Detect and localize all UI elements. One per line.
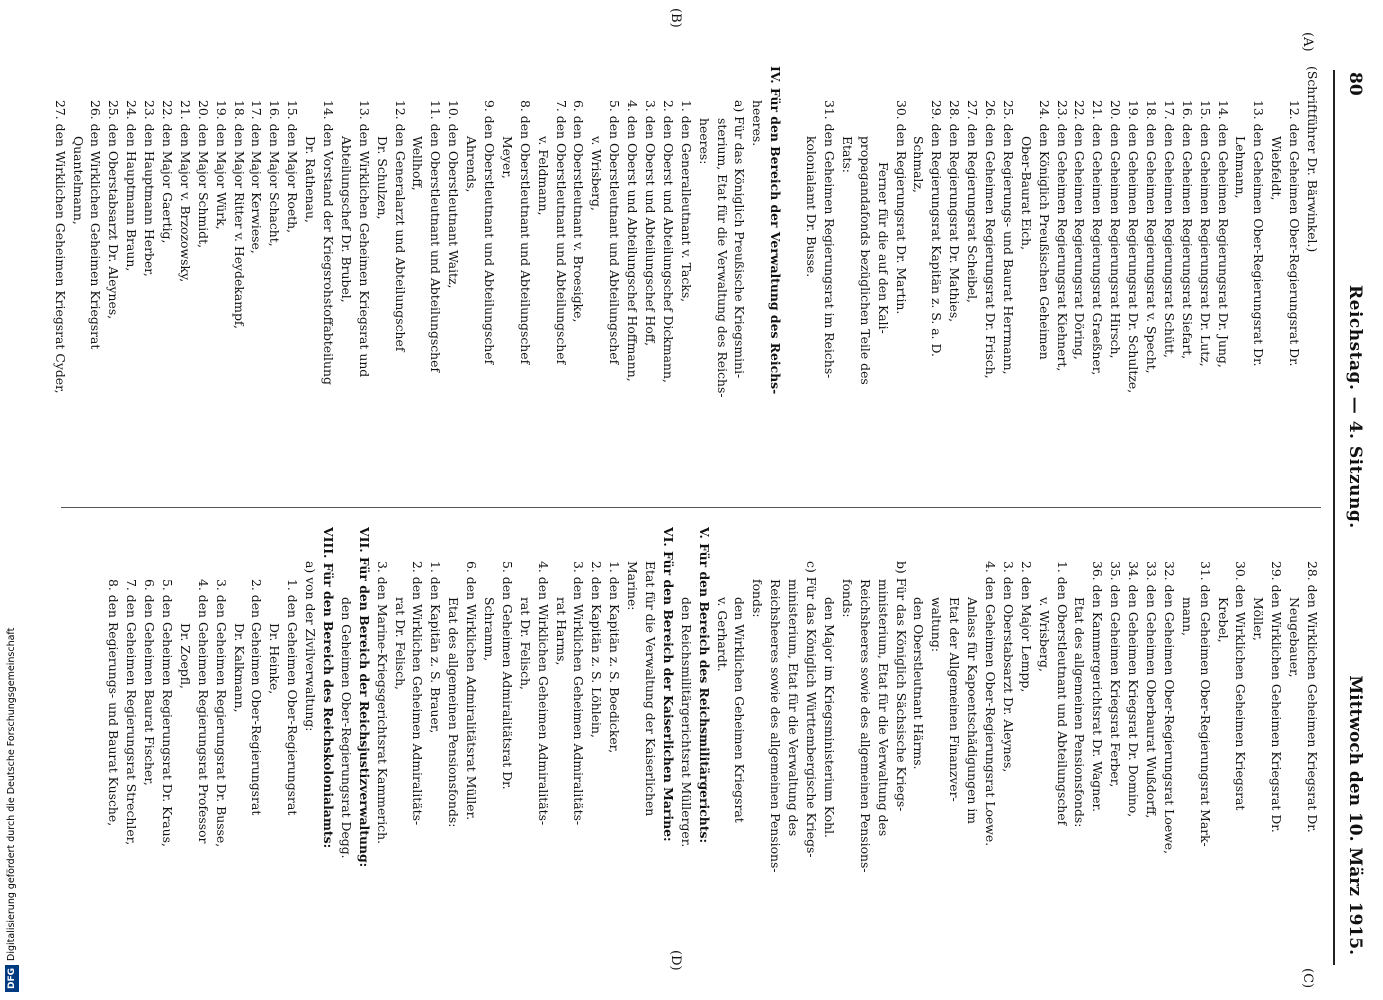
text-line: 1. den Generalleutnant v. Tacks, [678, 100, 694, 303]
page-number: 80 [1345, 72, 1365, 96]
text-line: 30. den Regierungsrat Dr. Martin. [893, 100, 909, 315]
text-line: 7. den Oberstleutnant und Abteilungschef [553, 100, 569, 365]
text-line: 20. den Major Schmidt, [195, 100, 211, 249]
text-line: 5. den Geheimen Admiralitätsrat Dr. [499, 561, 515, 790]
text-line: 3. den Geheimen Regierungsrat Dr. Busse, [213, 579, 229, 848]
header-rule [1333, 70, 1335, 965]
text-line: Krebel, [1215, 597, 1231, 643]
text-line: 31. den Geheimen Ober-Regierungsrat Mark- [1197, 561, 1213, 847]
text-line: Neugebauer, [1287, 597, 1303, 678]
text-line: Etat für die Verwaltung der Kaiserlichen [643, 561, 659, 817]
text-line: Schramm, [482, 597, 498, 662]
text-line: VIII. Für den Bereich des Reichskolonialamts: [321, 527, 337, 849]
margin-marker-d: (D) [668, 950, 683, 971]
dfg-logo: DFG [5, 965, 19, 992]
text-line: Etats: [839, 136, 855, 173]
funding-text: Digitalisierung gefördert durch die Deutsche Forschungsgemeinschaft [6, 627, 17, 961]
text-line: 2. den Oberst und Abteilungschef Dickmann, [660, 100, 676, 383]
text-line: Abteilungschef Dr. Brubel, [338, 136, 354, 303]
text-line: kolonialamt Dr. Busse. [804, 136, 820, 278]
text-line: 3. den Oberst und Abteilungschef Hoff, [643, 100, 659, 347]
text-line: heeres. [750, 100, 766, 147]
text-line: 8. den Oberstleutnant und Abteilungschef [517, 100, 533, 365]
text-line: 16. den Geheimen Regierungsrat Siefart, [1179, 100, 1195, 360]
text-line: 10. den Oberstleutnant Waitz, [446, 100, 462, 289]
text-line: 14. den Geheimen Regierungsrat Dr. Jung, [1215, 100, 1231, 368]
page-header [1337, 40, 1365, 960]
text-line: 13. den Wirklichen Geheimen Kriegsrat und [356, 100, 372, 378]
text-line: 29. den Regierungsrat Kapitän z. S. a. D. [929, 100, 945, 357]
text-line: 18. den Major Ritter v. Heydekampf, [231, 100, 247, 329]
text-line: 25. den Oberstabsarzt Dr. Aleynes, [106, 100, 122, 320]
text-line: 21. den Major v. Brzozowsky, [177, 100, 193, 283]
text-line: Ferner für die auf den Kali- [875, 162, 891, 334]
text-line: 4. den Oberst und Abteilungschef Hoffmann, [625, 100, 641, 382]
text-line: v. Wrisberg, [589, 136, 605, 211]
margin-marker-a: (A) [1300, 32, 1315, 52]
text-line: heeres: [696, 118, 712, 165]
text-line: VII. Für den Bereich der Reichsjustizverwaltung: [356, 527, 372, 868]
text-line: 6. den Wirklichen Admiralitätsrat Müller. [464, 561, 480, 821]
text-line: 26. den Geheimen Regierungsrat Dr. Frisch, [982, 100, 998, 379]
text-line: v. Wrisberg, [1036, 597, 1052, 672]
text-line: 3. den Oberstabsarzt Dr. Aleynes, [1000, 561, 1016, 773]
text-line: ministerium, Etat für die Verwaltung des [786, 579, 802, 837]
text-line: 4. den Wirklichen Geheimen Admiralitäts- [535, 561, 551, 826]
text-line: 20. den Geheimen Regierungsrat Hirsch, [1108, 100, 1124, 359]
text-line: 16. den Major Schacht, [267, 100, 283, 247]
text-line: ministerium, Etat für die Verwaltung des [875, 579, 891, 837]
text-line: den Wirklichen Geheimen Kriegsrat [732, 597, 748, 823]
text-line: den Major im Kriegsministerium Kohl. [821, 597, 837, 838]
text-line: Dr. Schulzen, [374, 136, 390, 220]
text-line: 24. den Königlich Preußischen Geheimen [1036, 100, 1052, 360]
text-line: 15. den Geheimen Regierungsrat Dr. Lutz, [1197, 100, 1213, 367]
text-line: 1. den Oberstleutnant und Abteilungschef [1054, 561, 1070, 826]
text-line: 5. den Geheimen Regierungsrat Dr. Kraus, [160, 579, 175, 847]
text-line: Wellhoff, [410, 136, 426, 191]
text-line: Möller, [1251, 597, 1267, 641]
margin-marker-b: (B) [668, 8, 683, 28]
text-line: 17. den Geheimen Regierungsrat Schütt, [1161, 100, 1177, 358]
text-line: 28. den Regierungsrat Dr. Mathies, [947, 100, 963, 323]
text-line: 3. den Wirklichen Geheimen Admiralitäts- [571, 561, 587, 826]
text-line: Lehmann, [1233, 136, 1249, 199]
text-line: propagandafonds bezüglichen Teile des [857, 136, 873, 385]
text-line: den Geheimen Ober-Regierungsrat Degg. [338, 597, 354, 859]
text-line: 6. den Oberstleutnant v. Broesigke, [571, 100, 587, 323]
text-line: 4. den Geheimen Regierungsrat Professor [195, 579, 211, 844]
column-divider [61, 507, 1321, 508]
text-line: b) Für das Königlich Sächsische Kriegs- [893, 561, 909, 812]
text-line: 8. den Regierungs- und Baurat Kusche, [106, 579, 122, 827]
text-line: 17. den Major Kerwiese, [249, 100, 265, 254]
right-column [104, 527, 1321, 955]
left-column [51, 66, 1321, 494]
text-line: 12. den Geheimen Ober-Regierungsrat Dr. [1287, 100, 1303, 367]
text-line: fonds: [839, 579, 855, 618]
text-line: 27. den Wirklichen Geheimen Kriegsrat Cyder, [52, 100, 68, 394]
text-line: 2. den Major Lempp, [1018, 561, 1034, 693]
text-line: Dr. Kalkmann, [231, 623, 247, 713]
text-line: 35. den Geheimen Kriegsrat Ferber, [1108, 561, 1124, 788]
text-line: Dr. Zoepfl, [177, 623, 193, 689]
text-line: 15. den Major Roeth, [285, 100, 301, 234]
text-line: 18. den Geheimen Regierungsrat v. Specht, [1143, 100, 1159, 374]
text-line: 5. den Oberstleutnant und Abteilungschef [607, 100, 623, 365]
text-line: Reichsheeres sowie des allgemeinen Pensions- [768, 579, 784, 873]
text-line: 28. den Wirklichen Geheimen Kriegsrat Dr. [1305, 561, 1320, 833]
text-line: rat Harms, [553, 597, 569, 666]
text-line: Dr. Rathenau, [303, 136, 319, 223]
text-line: den Reichsmilitärgerichtsrat Müllerger. [678, 597, 694, 848]
text-line [784, 66, 802, 494]
text-line: 1. den Kapitän z. S. Brauer, [428, 561, 444, 734]
text-line: 3. den Marine-Kriegsgerichtsrat Kammerich. [374, 561, 390, 845]
text-line: c) Für das Königlich Württembergische Kriegs- [804, 561, 820, 858]
text-line: 14. den Vorstand der Kriegsrohstoffabteilung [321, 100, 337, 385]
text-line: 30. den Wirklichen Geheimen Kriegsrat [1233, 561, 1249, 811]
text-line: 26. den Wirklichen Geheimen Kriegsrat [88, 100, 104, 350]
text-line: 13. den Geheimen Ober-Regierungsrat Dr. [1251, 100, 1267, 367]
text-line: 9. den Oberstleutnant und Abteilungschef [482, 100, 498, 365]
text-line: 2. den Wirklichen Geheimen Admiralitäts- [410, 561, 426, 826]
text-line: 22. den Major Gaertig, [160, 100, 175, 244]
text-line: rat Dr. Felisch, [392, 597, 408, 690]
text-line: Quantelmann, [70, 136, 86, 225]
text-line: v. Feldmann, [535, 136, 551, 216]
text-line: Etat des allgemeinen Pensionsfonds: [1072, 597, 1088, 828]
text-line: Wiebfeldt, [1269, 136, 1285, 201]
session-title: Reichstag. — 4. Sitzung. [1345, 285, 1365, 529]
text-line: 4. den Geheimen Ober-Regierungsrat Loewe. [982, 561, 998, 847]
text-line: 23. den Geheimen Regierungsrat Kiehnert, [1054, 100, 1070, 372]
text-line: 24. den Hauptmann Braun, [124, 100, 140, 272]
text-line: den Oberstleutnant Härms. [911, 597, 927, 770]
text-line: 31. den Geheimen Regierungsrat im Reichs- [821, 100, 837, 379]
text-line: 6. den Geheimen Baurat Fischer, [142, 579, 158, 786]
text-line: fonds: [750, 579, 766, 618]
funding-note [5, 628, 19, 992]
text-line: 1. den Kapitän z. S. Boedicker, [607, 561, 623, 754]
text-line: 32. den Geheimen Ober-Regierungsrat Loewe, [1161, 561, 1177, 855]
text-line: Etat des allgemeinen Pensionsfonds: [446, 597, 462, 828]
text-line: Meyer, [499, 136, 515, 179]
text-line: 36. den Kammergerichtsrat Dr. Wagner. [1090, 561, 1106, 813]
text-line: a) Für das Königlich Preußische Kriegsmini- [732, 100, 748, 379]
text-line: 19. den Geheimen Regierungsrat Dr. Schultze, [1126, 100, 1142, 394]
text-line: 22. den Geheimen Regierungsrat Döring, [1072, 100, 1088, 360]
text-line: Dr. Heinke, [267, 623, 283, 695]
text-line: (Schriftführer Dr. Bärwinkel.) [1305, 66, 1320, 253]
text-line: 27. den Regierungsrat Scheibel, [965, 100, 981, 303]
text-line: V. Für den Bereich des Reichsmilitärgerichts: [696, 527, 712, 844]
text-line: 7. den Geheimen Regierungsrat Strechler, [124, 579, 140, 846]
text-line: mann, [1179, 597, 1195, 637]
text-line: 2. den Geheimen Ober-Regierungsrat [249, 579, 265, 816]
text-line: 21. den Geheimen Regierungsrat Graeßner, [1090, 100, 1106, 376]
text-line: Ahrends, [464, 136, 480, 193]
text-line: 19. den Major Würk, [213, 100, 229, 230]
text-line: sterium, Etat für die Verwaltung des Reichs- [714, 118, 730, 398]
text-line: 1. den Geheimen Ober-Regierungsrat [285, 579, 301, 816]
text-line: IV. Für den Bereich der Verwaltung des Reichs- [768, 66, 784, 395]
text-line: a) von der Zivilverwaltung: [303, 561, 319, 732]
text-line: Schmalz, [911, 136, 927, 193]
text-line: rat Dr. Felisch, [517, 597, 533, 690]
text-line: 11. den Oberstleutnant und Abteilungschef [428, 100, 444, 373]
text-line: 25. den Regierungs- und Baurat Herrmann, [1000, 100, 1016, 375]
text-line: v. Gerhardt. [714, 597, 730, 672]
text-line: Anlass für Kapoentschädigungen im [965, 597, 981, 825]
margin-marker-c: (C) [1300, 968, 1315, 989]
text-line: 2. den Kapitän z. S. Löhlein, [589, 561, 605, 738]
text-line: Etat der Allgemeinen Finanzver- [947, 597, 963, 802]
text-line: 12. den Generalarzt und Abteilungschef [392, 100, 408, 352]
session-date: Mittwoch den 10. März 1915. [1345, 675, 1365, 955]
text-line: Ober-Baurat Eich, [1018, 136, 1034, 251]
text-line: 23. den Hauptmann Herber, [142, 100, 158, 277]
text-line: 33. den Geheimen Oberbaurat Wußdorff, [1143, 561, 1159, 819]
text-line: VI. Für den Bereich der Kaiserlichen Marine: [660, 527, 676, 842]
text-line: 29. den Wirklichen Geheimen Kriegsrat Dr. [1269, 561, 1285, 833]
text-line: 34. den Geheimen Kriegsrat Dr. Domino, [1126, 561, 1142, 818]
text-line: waltung: [929, 597, 945, 653]
text-line: Reichsheeres sowie des allgemeinen Pensions- [857, 579, 873, 873]
text-line: Marine: [625, 561, 641, 611]
